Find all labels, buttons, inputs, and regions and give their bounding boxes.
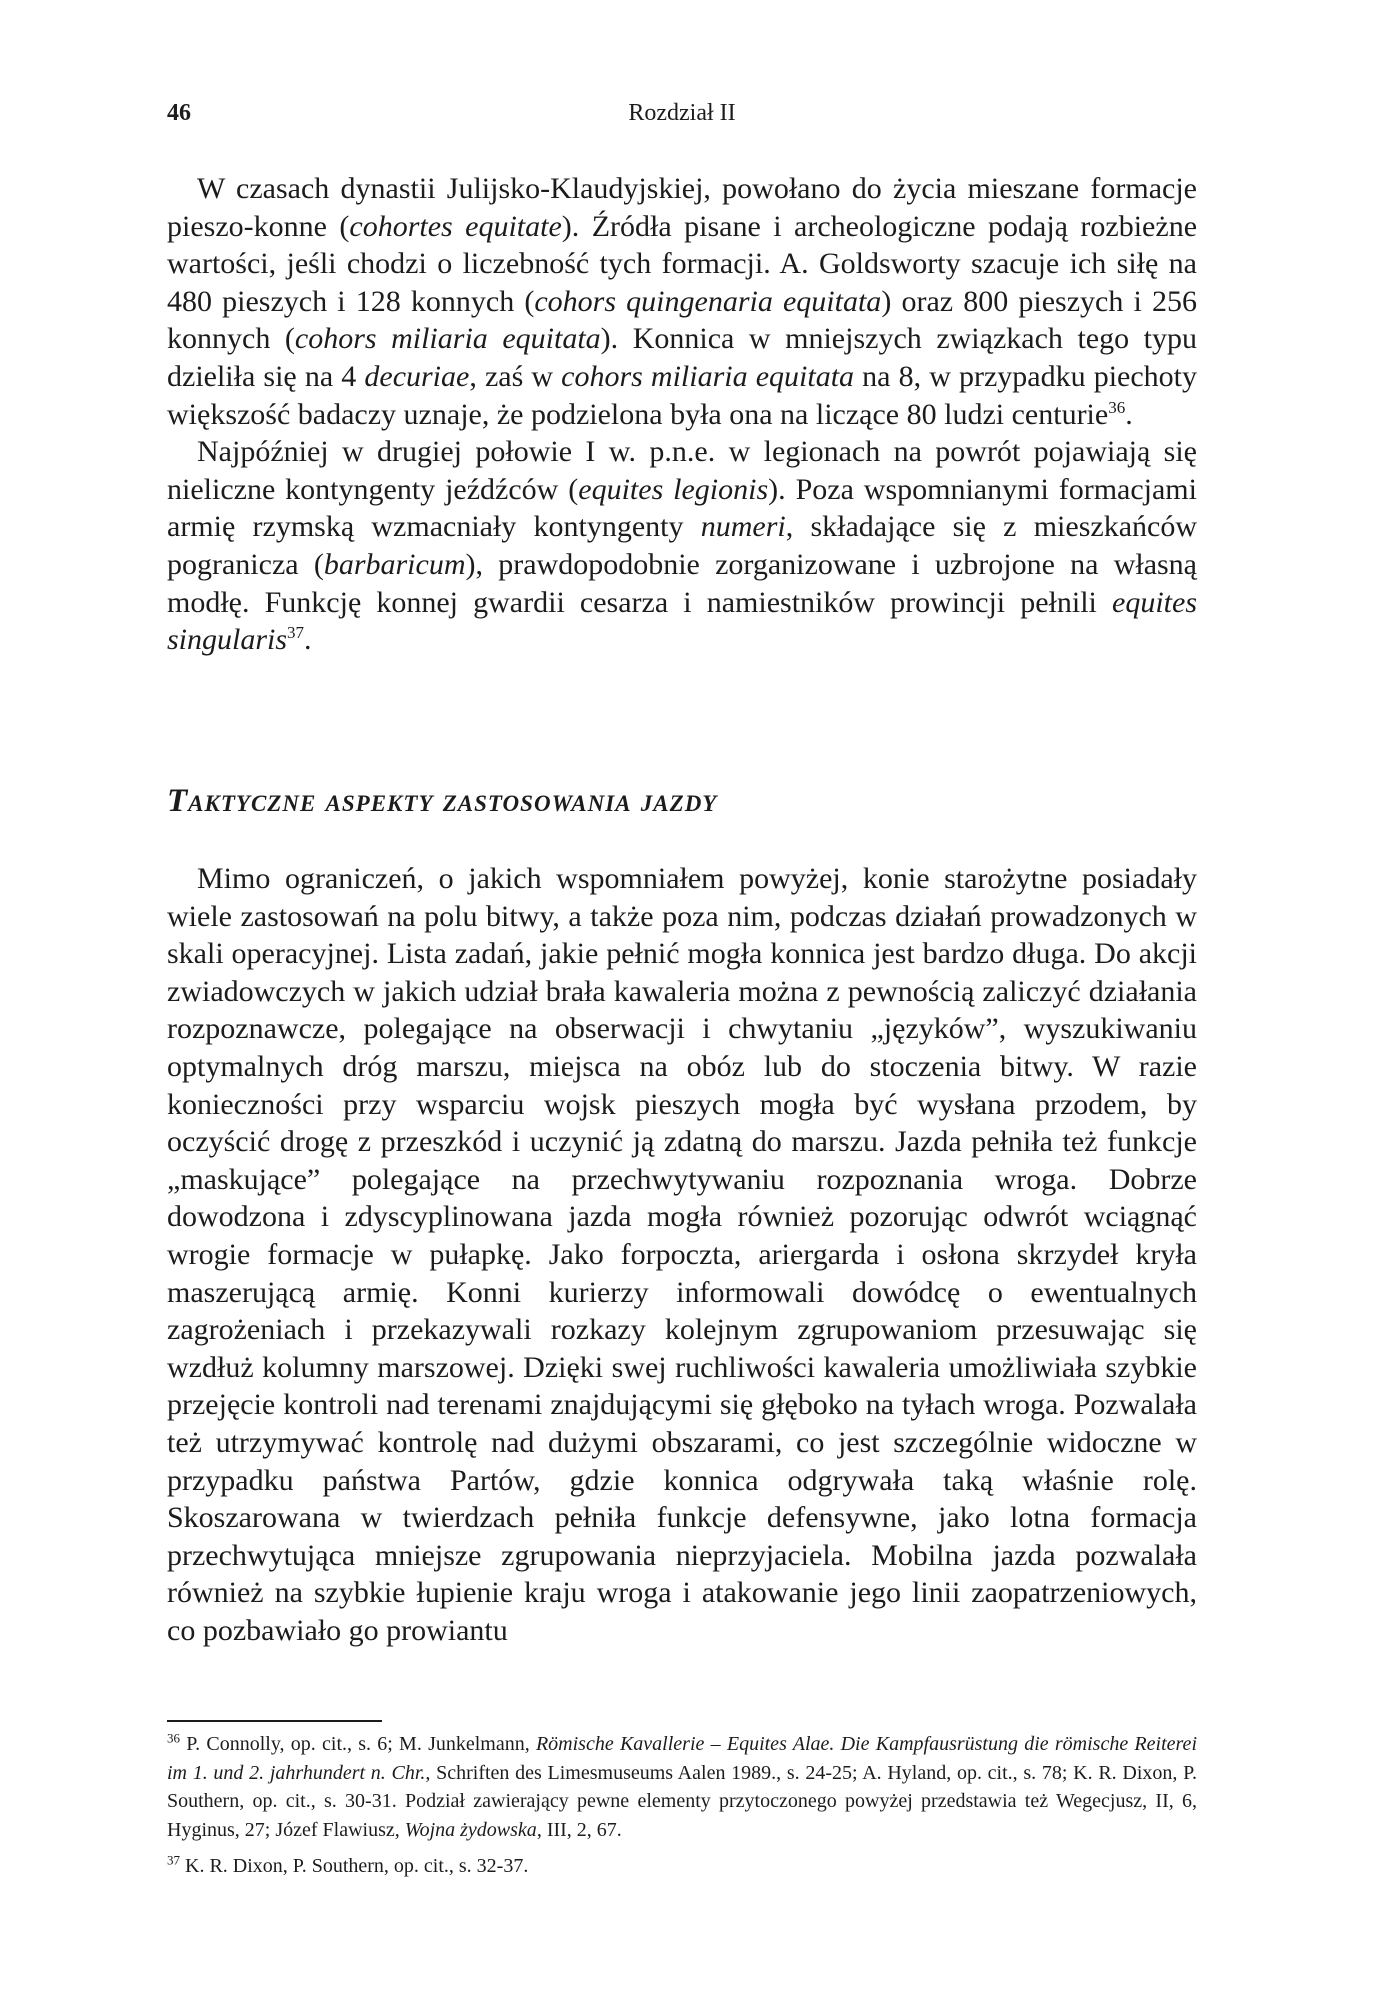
text-run: ). Konnica w mniejszych związkach tego typu dzieliła się na 4 (167, 322, 1198, 393)
footnote-36 (167, 1730, 1197, 1844)
text-run: , Schriften des Limesmuseums Aalen 1989., s. 24-25; A. Hyland, op. cit., s. 78; K. R. Dixon, P. Southern, op. cit., s. 30-31. Podział zawierający pewne elementy przytoczonego powyżej przedstawia też Wegecjusz, II, 6, Hyginus, 27; Józef Flawiusz, (167, 1761, 1197, 1841)
italic-term: decuriae (364, 359, 470, 393)
footnote-number: 37 (167, 1852, 180, 1868)
page-number: 46 (167, 100, 191, 126)
text-run: ), prawdopodobnie zorganizowane i uzbrojone na własną modłę. Funkcję konnej gwardii cesarza i namiestników prowincji pełnili (167, 547, 1197, 619)
footnote-ref-36[interactable]: 36 (1108, 397, 1126, 417)
text-run: , składające się z mieszkańców pogranicza ( (167, 510, 1197, 581)
paragraph-cohortes-equitate (167, 170, 1197, 433)
text-run: , III, 2, 67. (536, 1818, 622, 1841)
running-head (167, 100, 1197, 140)
italic-term: equites singularis (167, 585, 1197, 657)
section-2-body (167, 860, 1197, 1649)
italic-term: cohortes equitate (349, 209, 562, 243)
italic-term: equites legionis (578, 472, 769, 506)
footnote-ref-37[interactable]: 37 (287, 623, 305, 643)
paragraph-tactical-aspects: Mimo ograniczeń, o jakich wspomniałem powyżej, konie starożytne posiadały wiele zastosowań na polu bitwy, a także poza nim, podczas działań prowadzonych w skali operacyjnej. Lista zadań, jakie pełnić mogła konnica jest bardzo długa. Do akcji zwiadowczych w jakich udział brała kawaleria można z pewnością zaliczyć działania rozpoznawcze, polegające na obserwacji i chwytaniu „języków”, wyszukiwaniu optymalnych dróg marszu, miejsca na obóz lub do stoczenia bitwy. W razie konieczności przy wsparciu wojsk pieszych mogła być wysłana przodem, by oczyścić drogę z przeszkód i uczynić ją zdatną do marszu. Jazda pełniła też funkcje „maskujące” polegające na przechwytywaniu rozpoznania wroga. Dobrze dowodzona i zdyscyplinowana jazda mogła również pozorując odwrót wciągnąć wrogie formacje w pułapkę. Jako forpoczta, ariergarda i osłona skrzydeł kryła maszerującą armię. Konni kurierzy informowali dowódcę o ewentualnych zagrożeniach i przekazywali rozkazy kolejnym zgrupowaniom przesuwając się wzdłuż kolumny marszowej. Dzięki swej ruchliwości kawaleria umożliwiała szybkie przejęcie kontroli nad terenami znajdującymi się głęboko na tyłach wroga. Pozwalała też utrzymywać kontrolę nad dużymi obszarami, co jest szczególnie widoczne w przypadku państwa Partów, gdzie konnica odgrywała taką właśnie rolę. Skoszarowana w twierdzach pełniła funkcje defensywne, jako lotna formacja przechwytująca mniejsze zgrupowania nieprzyjaciela. Mobilna jazda pozwalała również na szybkie łupienie kraju wroga i atakowanie jego linii zaopatrzeniowych, co pozbawiało go prowiantu (167, 862, 1197, 1647)
section-heading: Taktyczne aspekty zastosowania jazdy (167, 783, 718, 819)
text-run: , zaś w (469, 359, 562, 393)
footnote-separator (167, 1720, 382, 1722)
italic-term: cohors miliaria equitata (294, 322, 601, 356)
text-run: Najpóźniej w drugiej połowie I w. p.n.e. w legionach na powrót pojawiają się nieliczne kontyngenty jeźdźców ( (167, 435, 1197, 506)
text-run: ) oraz 800 pieszych i 256 konnych ( (167, 284, 1197, 356)
paragraph-equites-legionis (167, 433, 1197, 659)
footnotes (167, 1730, 1197, 1889)
italic-title: Wojna żydowska (404, 1818, 537, 1841)
italic-term: cohors quingenaria equitata (534, 284, 882, 318)
text-run: K. R. Dixon, P. Southern, op. cit., s. 32-37. (180, 1855, 529, 1877)
italic-term: numeri (700, 510, 786, 544)
section-1-body (167, 170, 1197, 659)
italic-term: cohors miliaria equitata (561, 359, 855, 393)
text-run: . (1125, 397, 1133, 431)
footnote-number: 36 (167, 1730, 180, 1746)
italic-term: barbaricum (323, 547, 466, 581)
text-run: W czasach dynastii Julijsko-Klaudyjskiej, powołano do życia mieszane formacje pieszo-konne ( (167, 172, 1197, 243)
text-run: na 8, w przypadku piechoty większość badaczy uznaje, że podzielona była ona na liczące 80 ludzi centurie (167, 359, 1197, 431)
italic-title: Römische Kavallerie – Equites Alae. Die Kampfausrüstung die römische Reiterei im 1. und 2. jahrhundert n. Chr. (167, 1733, 1197, 1784)
text-run: . (304, 623, 312, 657)
footnote-37 (167, 1852, 1197, 1881)
text-run: ). Poza wspomnianymi formacjami armię rzymską wzmacniały kontyngenty (167, 472, 1197, 544)
text-run: ). Źródła pisane i archeologiczne podają rozbieżne wartości, jeśli chodzi o liczebność tych formacji. A. Goldsworty szacuje ich siłę na 480 pieszych i 128 konnych ( (167, 209, 1198, 318)
chapter-title: Rozdział II (628, 100, 736, 126)
text-run: P. Connolly, op. cit., s. 6; M. Junkelmann, (180, 1733, 536, 1755)
